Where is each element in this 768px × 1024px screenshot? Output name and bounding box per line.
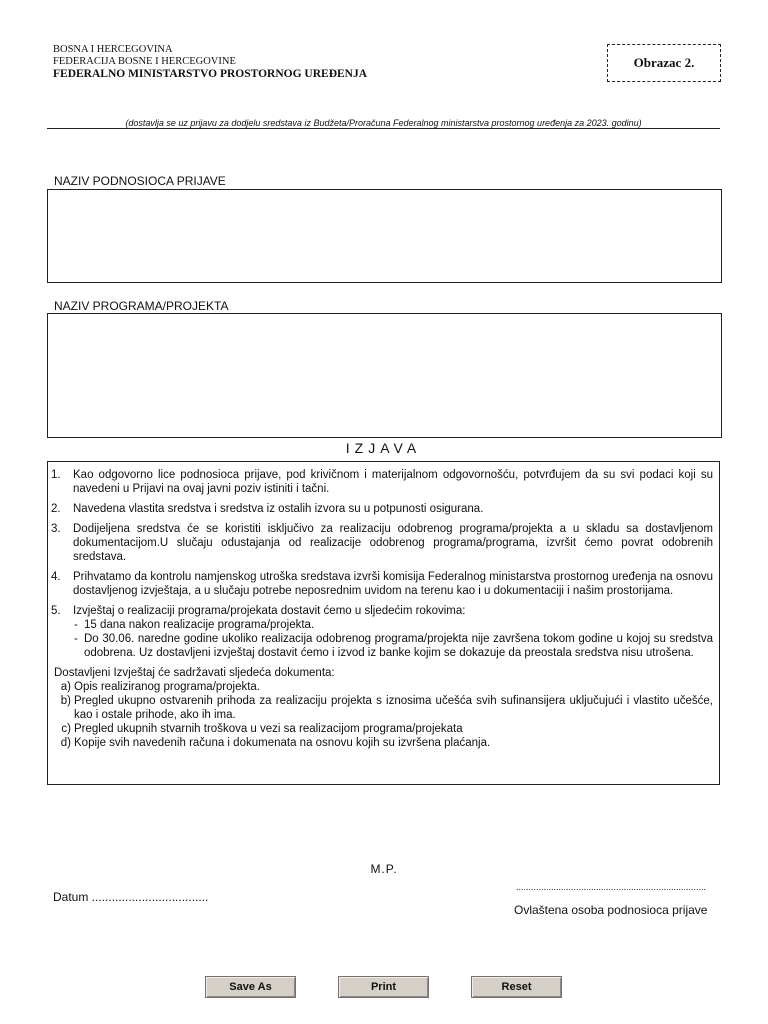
statement-title: IZJAVA (345, 440, 422, 456)
documents-intro: Dostavljeni Izvještaj će sadržavati sljedeća dokumenta: (54, 667, 335, 679)
signature-line: ............................................................................ (516, 882, 707, 892)
save-as-button[interactable]: Save As (205, 976, 296, 998)
print-button[interactable]: Print (338, 976, 429, 998)
statement-item: 5. Izvještaj o realizaciji programa/projekata dostavit ćemo u sljedećim rokovima: - 15 dana nakon realizacije programa/projekta. - Do 30.06. naredne godine ukoliko realizacija odobrenog programa/projekta nije završena tokom godine u kojoj su sredstva odobrena. Uz dostavljeni izvještaj dostavit ćemo i izvod iz banke kojim se dokazuje da preostala sredstva nisu utrošena. (51, 605, 713, 659)
document-item: b) Pregled ukupno ostvarenih prihoda za realizaciju projekta s iznosima učešća svih sufinansijera uključujući i vlastito učešće, kao i ostale prihode, ako ih ima. (60, 695, 713, 721)
federation-line: FEDERACIJA BOSNE I HERCEGOVINE (53, 56, 236, 67)
issuer-header (53, 44, 367, 80)
signature-label: Ovlaštena osoba podnosioca prijave (514, 903, 708, 917)
deadline-item: - Do 30.06. naredne godine ukoliko realizacija odobrenog programa/projekta nije završena tokom godine u kojoj su sredstva odobrena. Uz dostavljeni izvještaj dostavit ćemo i izvod iz banke kojim se dokazuje da preostala sredstva nisu utrošena. (74, 633, 713, 659)
form-number: Obrazac 2. (633, 55, 695, 70)
project-field[interactable] (47, 313, 722, 438)
applicant-label: NAZIV PODNOSIOCA PRIJAVE (54, 174, 226, 188)
project-label: NAZIV PROGRAMA/PROJEKTA (54, 299, 229, 313)
form-number-box (607, 44, 721, 82)
document-item: d) Kopije svih navedenih računa i dokumenata na osnovu kojih su izvršena plaćanja. (60, 737, 491, 749)
statement-item: 3. Dodijeljena sredstva će se koristiti isključivo za realizaciju odobrenog programa/projekta a u skladu sa dostavljenom dokumentacijom.U slučaju odustajanja od realizacije odobrenog programa/programa, izvršit ćemo povrat odobrenih sredstava. (51, 523, 713, 563)
stamp-placeholder: M.P. (370, 862, 398, 876)
submission-note: (dostavlja se uz prijavu za dodjelu sredstava iz Budžeta/Proračuna Federalnog ministarstva prostornog uređenja za 2023. godinu) (125, 118, 642, 128)
date-field: Datum ................................... (53, 890, 209, 904)
ministry-line: FEDERALNO MINISTARSTVO PROSTORNOG UREĐENJA (53, 68, 368, 80)
statement-item: 1. Kao odgovorno lice podnosioca prijave, pod krivičnom i materijalnom odgovornošću, potvrđujem da su svi podaci koji su navedeni u Prijavi na ovaj javni poziv istiniti i tačni. (51, 469, 713, 495)
header-rule (47, 128, 720, 129)
reset-button[interactable]: Reset (471, 976, 562, 998)
statement-item: 2. Navedena vlastita sredstva i sredstva iz ostalih izvora su u potpunosti osigurana. (51, 503, 484, 515)
country-line: BOSNA I HERCEGOVINA (53, 44, 173, 55)
applicant-field[interactable] (47, 189, 722, 283)
document-item: a) Opis realiziranog programa/projekta. (60, 681, 261, 693)
statement-item: 4. Prihvatamo da kontrolu namjenskog utroška sredstava izvrši komisija Federalnog ministarstva prostornog uređenja na osnovu dostavljenog izvještaja, a u slučaju potrebe neposrednim uvidom na terenu kao i u dokumentaciji i našim prostorijama. (51, 571, 713, 597)
statement-box (47, 461, 720, 785)
document-item: c) Pregled ukupnih stvarnih troškova u vezi sa realizacijom programa/projekata (61, 723, 463, 735)
deadline-item: - 15 dana nakon realizacije programa/projekta. (74, 619, 315, 631)
